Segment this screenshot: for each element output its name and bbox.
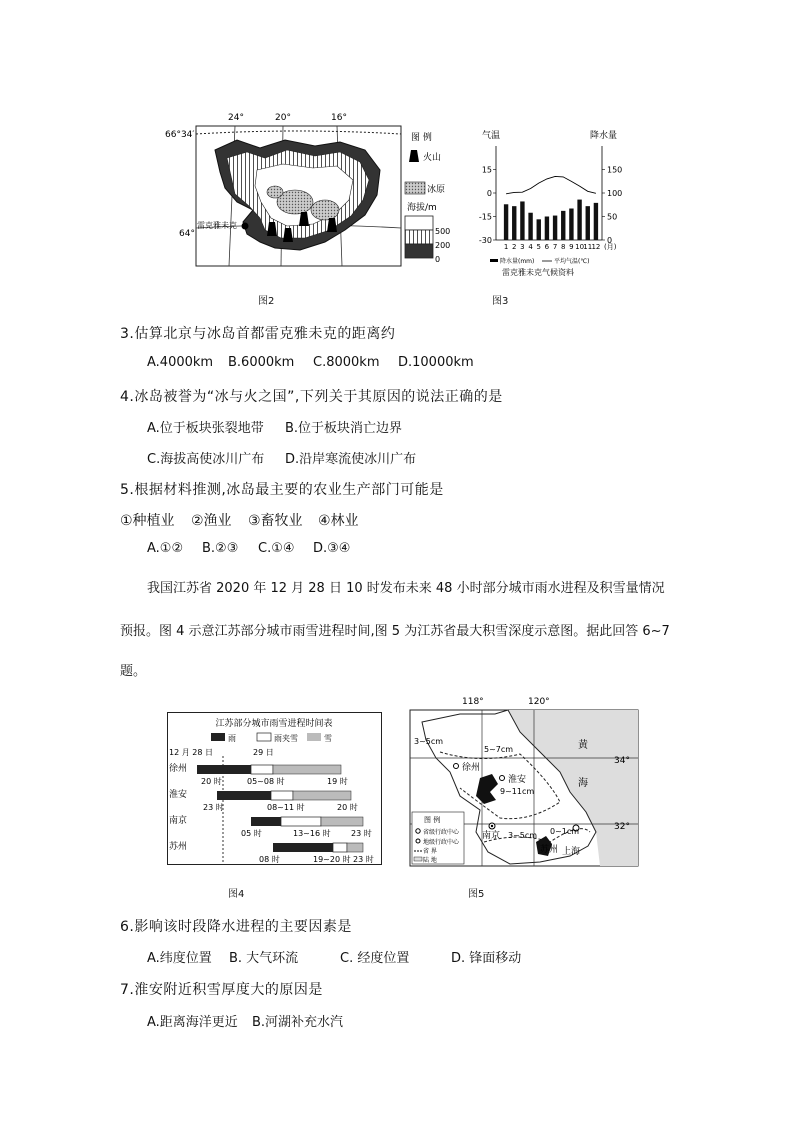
figure-3-caption: 图3 [492,296,509,307]
legend-item: 省级行政中心 [423,829,460,836]
q6-option-b[interactable]: B. 大气环流 [229,951,299,966]
bar-sleet [271,791,293,800]
legend-elevation-title: 海拔/m [407,203,437,213]
figure-4-timeline [167,712,382,865]
city-label-huaian: 淮安 [169,790,188,800]
timeline-svg [167,712,382,865]
month-tick-label: 9 [569,243,574,251]
precip-bar [537,219,541,240]
right-axis-title: 降水量 [590,131,618,141]
figure-4-caption: 图4 [228,889,245,900]
city-label-suzhou: 苏州 [169,842,188,852]
q5-choice-2: ②渔业 [191,513,232,529]
precip-bar [528,213,532,240]
legend-temp-label: 平均气温(℃) [554,258,590,265]
month-tick-label: 4 [528,243,533,251]
climate-plot-group [479,146,622,251]
city-label-nanjing: 南京 [482,831,501,841]
q3-option-c[interactable]: C.8000km [313,355,380,370]
bar-snow [347,843,363,852]
city-point [500,776,505,781]
capital-point-center [491,825,493,827]
glacier-east [311,200,339,220]
legend-prefecture-symbol [416,839,420,843]
right-tick-label: 100 [607,189,623,198]
figure-2-caption: 图2 [258,296,275,307]
q4-option-b[interactable]: B.位于板块消亡边界 [285,421,403,436]
legend-sleet-swatch [257,733,271,741]
q5-option-b[interactable]: B.②③ [202,541,239,556]
question-5-stem: 5.根据材料推测,冰岛最主要的农业生产部门可能是 [120,482,444,498]
figure-3-climate-chart [470,124,640,280]
month-tick-label: 6 [544,243,550,251]
right-tick-label: 50 [607,212,618,222]
q6-option-a[interactable]: A.纬度位置 [147,951,212,966]
city-label-nanjing: 南京 [169,816,188,826]
q3-option-a[interactable]: A.4000km [147,355,214,370]
lon-label: 24° [228,113,244,123]
month-tick-label: 10 [575,243,585,251]
legend-elev-mid [405,230,433,244]
q6-option-d[interactable]: D. 锋面移动 [451,951,522,966]
date-label-28: 12 月 28 日 [169,748,213,757]
q3-option-b[interactable]: B.6000km [228,355,295,370]
right-tick-label: 150 [607,165,623,175]
timeline-title: 江苏部分城市雨雪进程时间表 [215,719,333,729]
sea-label: 海 [578,778,588,789]
legend-provincial-symbol [416,829,420,833]
question-4-stem: 4.冰岛被誉为“冰与火之国”,下列关于其原因的说法正确的是 [120,389,503,405]
month-tick-label: 2 [512,243,517,251]
passage-line-1: 我国江苏省 2020 年 12 月 28 日 10 时发布未来 48 小时部分城市雨水进程及积雪量情况 [147,581,665,596]
month-tick-label: 5 [536,243,541,251]
city-point [454,764,459,769]
legend-elev-low [405,244,433,258]
left-tick-label: 15 [481,165,492,175]
left-tick-label: -30 [478,236,492,245]
bar-sleet [281,817,321,826]
legend-snow-swatch [307,733,321,741]
city-label-suzhou: 苏州 [540,845,559,855]
q7-option-a[interactable]: A.距离海洋更近 [147,1015,238,1030]
city-label-huaian: 淮安 [508,775,527,785]
q5-option-a[interactable]: A.①② [147,541,184,556]
question-7-stem: 7.淮安附近积雪厚度大的原因是 [120,982,323,998]
month-tick-label: 12 [591,243,601,251]
legend-item: 地级行政中心 [423,839,460,846]
lat-label: 34° [614,756,630,766]
legend-title: 图 例 [411,133,432,143]
time-label: 23 时 [351,829,372,838]
bar-sleet [251,765,273,774]
precip-bar [512,206,516,240]
time-label: 08~11 时 [267,803,305,812]
depth-label: 3~5cm [414,737,444,746]
time-label: 19~20 时 [313,855,351,864]
bar-rain [251,817,281,826]
legend-glacier-label: 冰原 [427,185,446,195]
precip-bar [545,217,549,241]
legend-snow-label: 雪 [324,734,332,743]
precip-bar [561,211,565,240]
iceland-map-svg [165,110,451,270]
bar-snow [321,817,363,826]
q5-option-d[interactable]: D.③④ [313,541,351,556]
left-axis-title: 气温 [482,131,501,141]
lon-label: 16° [331,113,347,123]
figure-2-iceland-map [165,110,451,270]
precip-bar [569,209,573,240]
precip-bar [586,206,590,240]
month-tick-label: 3 [520,243,525,251]
time-label: 23 时 [353,855,374,864]
q7-option-b[interactable]: B.河湖补充水汽 [252,1015,344,1030]
temperature-line [506,176,596,193]
depth-label: 9~11cm [500,787,535,796]
precip-bar [504,204,508,240]
time-label: 05 时 [241,829,262,838]
q3-option-d[interactable]: D.10000km [398,355,474,370]
bar-rain [273,843,333,852]
q5-choice-3: ③畜牧业 [248,513,303,529]
chart-footer: 雷克雅未克气候资料 [502,268,574,277]
question-6-stem: 6.影响该时段降水进程的主要因素是 [120,919,352,935]
precip-bar [577,200,581,240]
volcano-icon [409,150,419,162]
bar-sleet [333,843,347,852]
date-label-29: 29 日 [253,748,274,757]
month-unit-label: (月) [604,243,617,251]
month-tick-label: 1 [503,243,509,251]
left-tick-label: 0 [486,189,492,198]
precip-bar [594,203,598,240]
time-label: 23 时 [203,803,224,812]
time-label: 20 时 [201,777,222,786]
lon-label: 118° [462,697,484,707]
month-tick-label: 11 [583,243,593,251]
legend-title: 图 例 [424,816,441,824]
legend-rain-label: 雨 [228,734,236,743]
legend-glacier-swatch [405,182,425,194]
figure-5-caption: 图5 [468,889,485,900]
q5-choice-4: ④林业 [318,513,359,529]
glacier-langjokull [267,186,283,198]
snow-map-svg [400,692,640,868]
legend-rain-swatch [211,733,225,741]
legend-item: 陆 地 [423,857,437,864]
q5-choice-1: ①种植业 [120,513,175,529]
time-label: 05~08 时 [247,777,285,786]
bar-snow [273,765,341,774]
climate-chart-svg [470,124,640,280]
bar-snow [293,791,351,800]
bar-rain [217,791,271,800]
month-tick-label: 7 [552,243,558,251]
legend-elev-tick: 0 [435,255,441,264]
depth-label: 5~7cm [484,745,514,754]
figure-5-snow-map [400,692,640,868]
legend-item: 省 界 [423,848,437,855]
legend-elev-tick: 200 [435,241,451,250]
city-label-shanghai: 上海 [562,847,581,857]
bar-rain [197,765,251,774]
precip-bar [520,201,524,240]
q4-option-a[interactable]: A.位于板块张裂地带 [147,421,264,436]
right-tick-label: 0 [607,236,613,245]
legend-land-symbol [414,857,422,861]
depth-label: 0~1cm [550,827,580,836]
capital-point [242,223,249,230]
legend-precip-label: 降水量(mm) [500,258,535,265]
city-label-xuzhou: 徐州 [462,763,481,773]
lon-label: 20° [275,113,291,123]
city-label-xuzhou: 徐州 [169,764,188,774]
q4-option-d[interactable]: D.沿岸寒流使冰川广布 [285,452,417,467]
passage-line-3: 题。 [120,664,147,679]
precip-bar [553,216,557,240]
lat-label: 66°34′ [165,130,195,140]
lat-label: 64° [179,229,195,239]
sea-label: 黄 [578,740,588,751]
legend-elev-high [405,216,433,230]
q6-option-c[interactable]: C. 经度位置 [340,951,410,966]
time-label: 13~16 时 [293,829,331,838]
lon-label: 120° [528,697,550,707]
city-label-reykjavik: 雷克雅未克 [197,221,237,230]
legend-elev-tick: 500 [435,227,451,236]
lat-label: 32° [614,822,630,832]
time-label: 19 时 [327,777,348,786]
depth-label: 3~5cm [508,831,538,840]
legend-sleet-label: 雨夹雪 [274,734,298,743]
question-3-stem: 3.估算北京与冰岛首都雷克雅未克的距离约 [120,326,396,342]
time-label: 08 时 [259,855,280,864]
left-tick-label: -15 [478,212,492,222]
q4-option-c[interactable]: C.海拔高使冰川广布 [147,452,265,467]
time-label: 20 时 [337,803,358,812]
month-tick-label: 8 [561,243,566,251]
q5-option-c[interactable]: C.①④ [258,541,295,556]
legend-volcano-label: 火山 [423,153,442,163]
legend-precip-swatch [490,259,498,262]
passage-line-2: 预报。图 4 示意江苏部分城市雨雪进程时间,图 5 为江苏省最大积雪深度示意图。据此回答 6~7 [120,624,670,639]
